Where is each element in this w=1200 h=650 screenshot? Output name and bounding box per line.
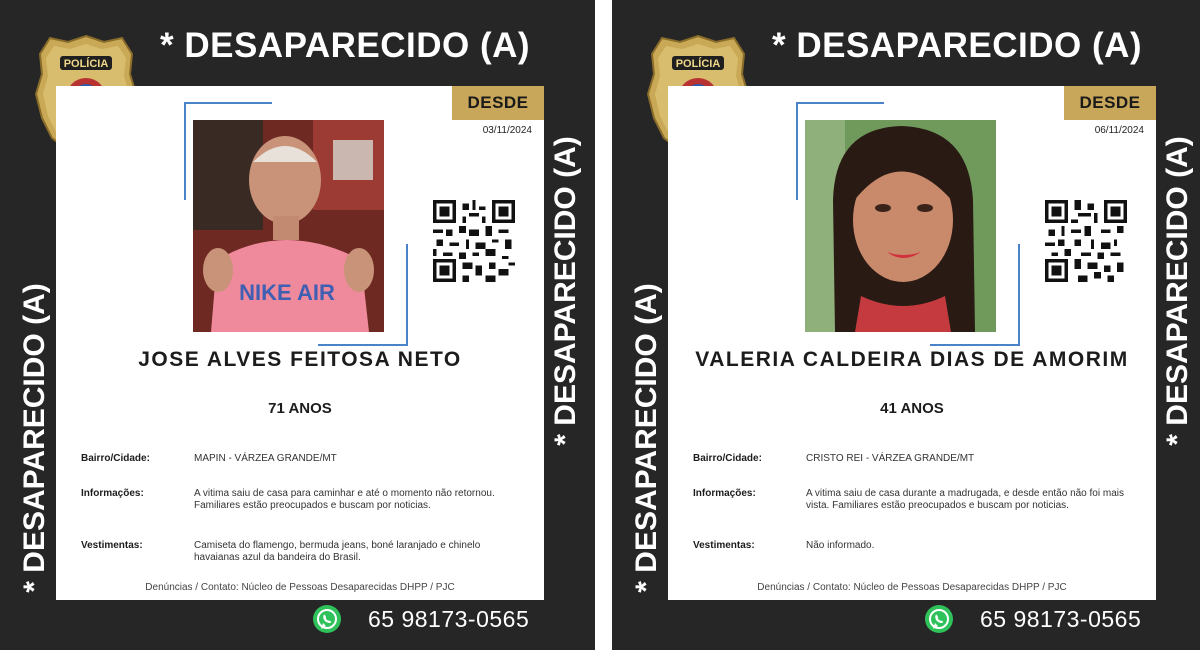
missing-person-poster-left — [0, 0, 595, 650]
whatsapp-icon — [924, 604, 954, 634]
missing-person-photo — [193, 120, 384, 332]
contact-footer: Denúncias / Contato: Núcleo de Pessoas Desaparecidas DHPP / PJC — [145, 582, 455, 593]
poster-card — [668, 86, 1156, 600]
missing-person-name: VALERIA CALDEIRA DIAS DE AMORIM — [695, 348, 1129, 371]
qr-code-icon — [433, 200, 515, 282]
bairro-value: MAPIN - VÁRZEA GRANDE/MT — [194, 453, 337, 464]
informacoes-label: Informações: — [693, 488, 756, 499]
informacoes-label: Informações: — [81, 488, 144, 499]
whatsapp-icon — [312, 604, 342, 634]
svg-text:POLÍCIA: POLÍCIA — [675, 58, 721, 70]
contact-phone[interactable]: 65 98173-0565 — [368, 606, 530, 632]
missing-person-name: JOSE ALVES FEITOSA NETO — [138, 348, 462, 371]
contact-phone[interactable]: 65 98173-0565 — [980, 606, 1142, 632]
bairro-value: CRISTO REI - VÁRZEA GRANDE/MT — [806, 453, 975, 464]
desde-label: DESDE — [452, 86, 544, 120]
poster-side-title-left: * DESAPARECIDO (A) — [630, 283, 663, 593]
informacoes-value: A vitima saiu de casa durante a madrugada, e desde então não foi mais vista. Familiares estão preocupados e buscam por noticias. — [806, 488, 1124, 511]
bairro-label: Bairro/Cidade: — [693, 453, 762, 464]
poster-side-title-right: * DESAPARECIDO (A) — [1161, 136, 1194, 446]
vestimentas-value: Camiseta do flamengo, bermuda jeans, boné laranjado e chinelo havaianas azul da bandeira do Brasil. — [194, 540, 481, 563]
contact-footer: Denúncias / Contato: Núcleo de Pessoas Desaparecidas DHPP / PJC — [757, 582, 1067, 593]
poster-card — [56, 86, 544, 600]
poster-side-title-left: * DESAPARECIDO (A) — [18, 283, 51, 593]
vestimentas-value: Não informado. — [806, 540, 875, 551]
poster-side-title-right: * DESAPARECIDO (A) — [549, 136, 582, 446]
missing-person-age: 71 ANOS — [268, 400, 332, 417]
shirt-print-text: NIKE AIR — [239, 280, 335, 305]
qr-code-icon — [1045, 200, 1127, 282]
vestimentas-label: Vestimentas: — [693, 540, 755, 551]
desde-date: 03/11/2024 — [482, 125, 532, 136]
svg-text:POLÍCIA: POLÍCIA — [63, 58, 109, 70]
missing-person-age: 41 ANOS — [880, 400, 944, 417]
vestimentas-label: Vestimentas: — [81, 540, 143, 551]
informacoes-value: A vitima saiu de casa para caminhar e até o momento não retornou. Familiares estão preocupados e buscam por noticias. — [194, 488, 495, 511]
bairro-label: Bairro/Cidade: — [81, 453, 150, 464]
missing-person-photo — [805, 120, 996, 332]
desde-date: 06/11/2024 — [1094, 125, 1144, 136]
desde-label: DESDE — [1064, 86, 1156, 120]
poster-top-title: * DESAPARECIDO (A) — [160, 26, 531, 65]
poster-top-title: * DESAPARECIDO (A) — [772, 26, 1143, 65]
missing-person-poster-right — [612, 0, 1200, 650]
